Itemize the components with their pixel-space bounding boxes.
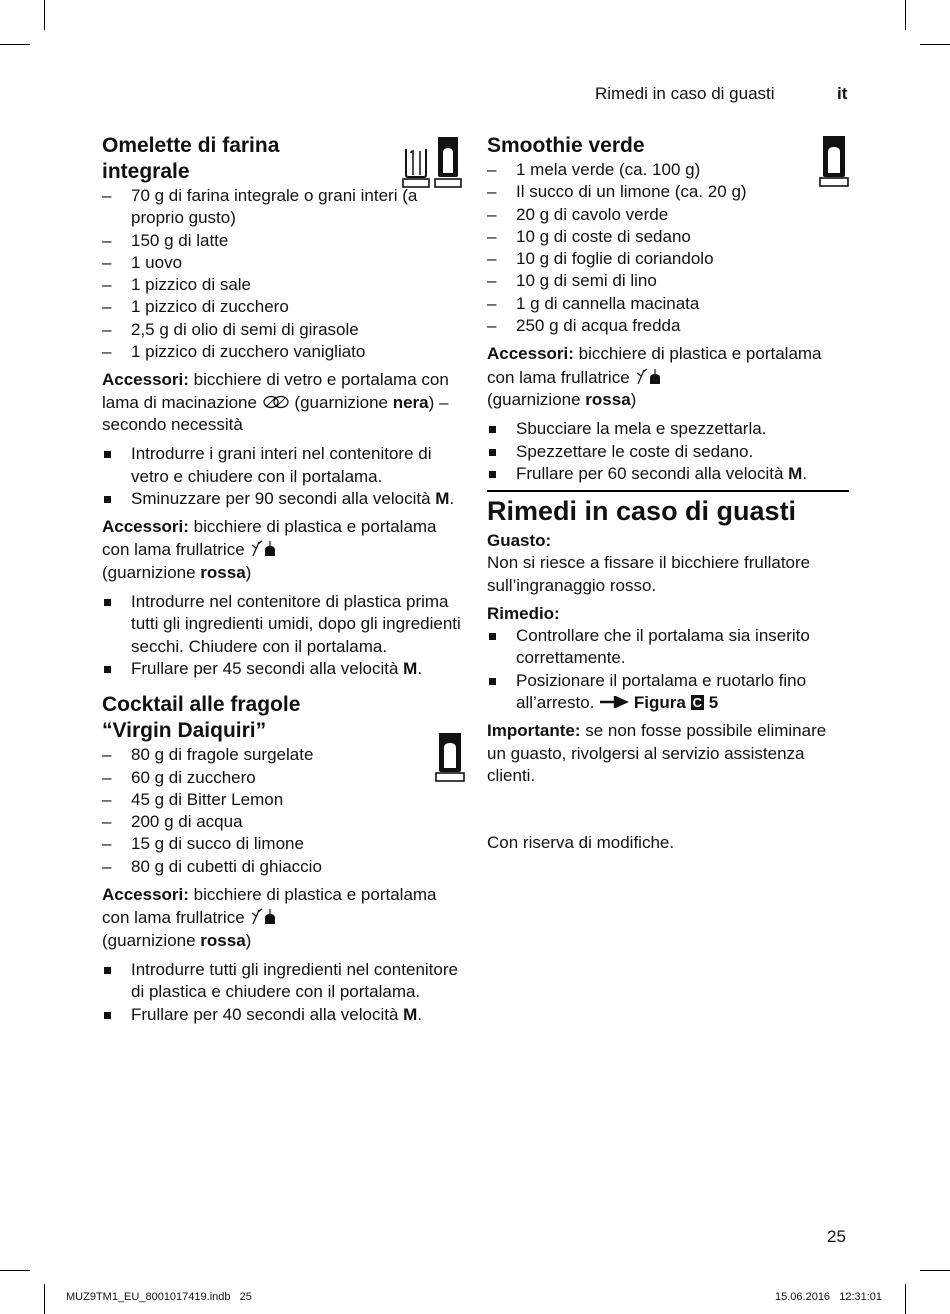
figure-letter-badge: C (692, 695, 702, 711)
list-item: – 200 g di acqua (102, 811, 467, 833)
list-item: – 1 pizzico di zucchero (102, 296, 467, 318)
list-item: Posizionare il portalama e ruotarlo fino all’arresto. Figura C 5 (487, 670, 849, 715)
list-item: Spezzettare le coste di sedano. (487, 441, 849, 463)
arrow-right-icon (599, 696, 629, 708)
list-item: – 15 g di succo di limone (102, 833, 467, 855)
list-item: Frullare per 40 secondi alla velocità M. (102, 1004, 467, 1026)
list-item: – 1 uovo (102, 252, 467, 274)
left-column (102, 133, 467, 1026)
list-item: Frullare per 60 secondi alla velocità M. (487, 463, 849, 485)
section-divider (487, 490, 849, 492)
list-item: Introdurre i grani interi nel contenitore di vetro e chiudere con il portalama. (102, 443, 467, 488)
crop-mark (44, 0, 45, 30)
list-item: – 80 g di cubetti di ghiaccio (102, 856, 467, 878)
blender-blade-icon (249, 538, 279, 558)
reserve-note: Con riserva di modifiche. (487, 833, 675, 853)
crop-mark (920, 1270, 950, 1271)
crop-mark (0, 1270, 30, 1271)
smoothie-ingredients (487, 159, 849, 337)
cocktail-ingredients (102, 744, 467, 878)
list-item: – 1 pizzico di sale (102, 274, 467, 296)
list-item: – 150 g di latte (102, 230, 467, 252)
crop-mark (44, 1284, 45, 1314)
list-item: Sbucciare la mela e spezzettarla. (487, 418, 849, 440)
footer-date: 15.06.2016 12:31:01 (775, 1291, 883, 1303)
list-item: Sminuzzare per 90 secondi alla velocità M. (102, 488, 467, 510)
omelette-steps-1 (102, 443, 467, 510)
cocktail-title: Cocktail alle fragole “Virgin Daiquiri” (102, 693, 301, 743)
list-item: Introdurre nel contenitore di plastica prima tutti gli ingredienti umidi, dopo gli ingredienti secchi. Chiudere con il portalama. (102, 591, 467, 658)
footer-file: MUZ9TM1_EU_8001017419.indb 25 (66, 1291, 252, 1303)
running-header: Rimedi in caso di guasti (595, 84, 775, 103)
remedy-label: Rimedio: (487, 603, 560, 623)
list-item: Introdurre tutti gli ingredienti nel contenitore di plastica e chiudere con il portalama. (102, 959, 467, 1004)
list-item: – Il succo di un limone (ca. 20 g) (487, 181, 849, 203)
crop-mark (920, 44, 950, 45)
list-item: – 80 g di fragole surgelate (102, 744, 467, 766)
glass-and-plastic-beaker-icon (400, 135, 466, 189)
smoothie-title: Smoothie verde (487, 134, 645, 157)
omelette-title: Omelette di farina integrale (102, 134, 280, 183)
accessories-note: Accessori: bicchiere di plastica e portalama con lama frullatrice (guarnizione rossa) (102, 885, 437, 950)
accessories-note: Accessori: bicchiere di vetro e portalama con lama di macinazione (guarnizione nera) – secondo necessità (102, 370, 449, 434)
list-item: – 60 g di zucchero (102, 767, 467, 789)
language-code: it (837, 84, 848, 103)
blender-blade-icon (249, 906, 279, 926)
troubleshooting-title: Rimedi in caso di guasti (487, 496, 797, 526)
crop-mark (0, 44, 30, 45)
list-item: – 2,5 g di olio di semi di girasole (102, 319, 467, 341)
list-item: – 70 g di farina integrale o grani interi (a proprio gusto) (102, 185, 467, 230)
plastic-beaker-icon (818, 135, 850, 187)
list-item: – 10 g di coste di sedano (487, 226, 849, 248)
right-column (487, 133, 849, 485)
list-item: – 10 g di foglie di coriandolo (487, 248, 849, 270)
list-item: – 45 g di Bitter Lemon (102, 789, 467, 811)
list-item: – 1 mela verde (ca. 100 g) (487, 159, 849, 181)
list-item: – 250 g di acqua fredda (487, 315, 849, 337)
list-item: – 1 pizzico di zucchero vanigliato (102, 341, 467, 363)
list-item: Frullare per 45 secondi alla velocità M. (102, 658, 467, 680)
blender-blade-icon (634, 366, 664, 386)
accessories-note: Accessori: bicchiere di plastica e portalama con lama frullatrice (guarnizione rossa) (102, 517, 437, 582)
list-item: Controllare che il portalama sia inserito correttamente. (487, 625, 849, 670)
accessories-note: Accessori: bicchiere di plastica e portalama con lama frullatrice (guarnizione rossa) (487, 344, 822, 409)
important-note: Importante: se non fosse possibile eliminare un guasto, rivolgersi al servizio assistenza clienti. (487, 721, 827, 785)
crop-mark (905, 0, 906, 30)
omelette-ingredients (102, 185, 467, 363)
cocktail-steps (102, 959, 467, 1026)
remedy-steps (487, 625, 849, 714)
list-item: – 20 g di cavolo verde (487, 204, 849, 226)
crop-mark (905, 1284, 906, 1314)
troubleshooting-section (487, 495, 849, 855)
page-number: 25 (827, 1227, 846, 1246)
smoothie-steps (487, 418, 849, 485)
grinding-blade-icon (262, 395, 290, 409)
omelette-steps-2 (102, 591, 467, 680)
list-item: – 1 g di cannella macinata (487, 293, 849, 315)
fault-label: Guasto: (487, 531, 552, 550)
list-item: – 10 g di semi di lino (487, 270, 849, 292)
fault-text: Non si riesce a fissare il bicchiere frullatore sull’ingranaggio rosso. (487, 553, 811, 595)
plastic-beaker-icon (434, 732, 466, 782)
